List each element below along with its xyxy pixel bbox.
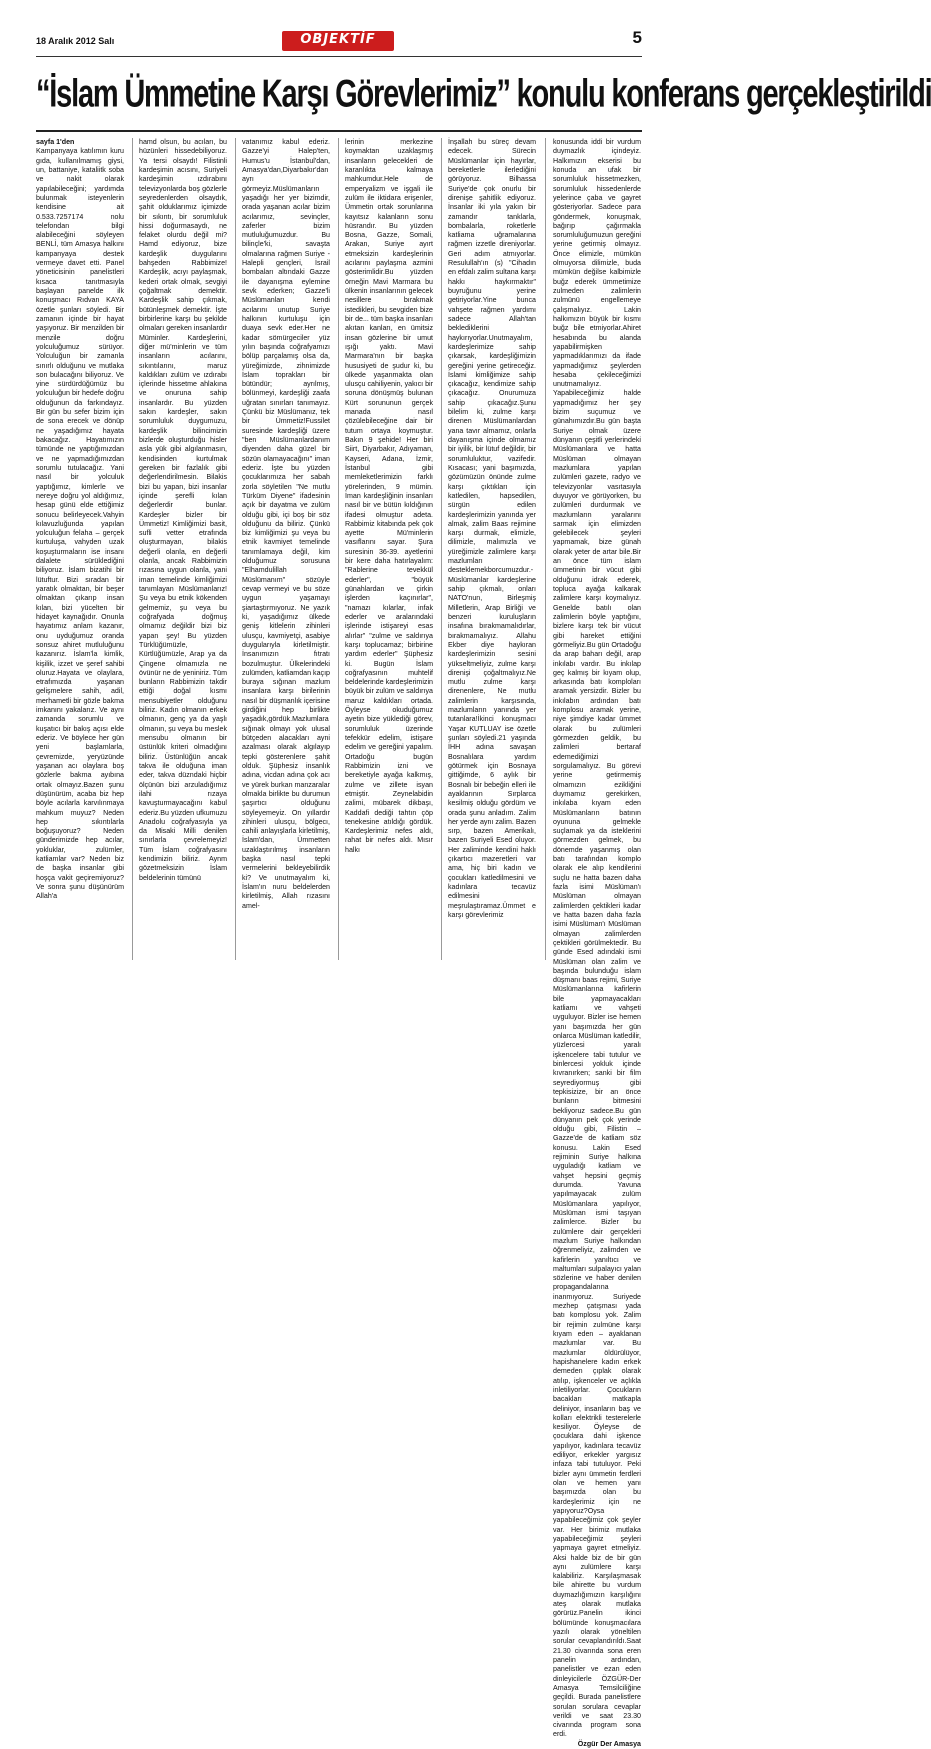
article-headline: “İslam Ümmetine Karşı Görevlerimiz” konulu konferans gerçekleştirildi <box>36 72 931 117</box>
page-header <box>36 28 642 56</box>
column-text: Kampanyaya katılımın kuru gıda, kullanılmamış giysi, un, battaniye, kataliitk soba ve nakit olarak yapılabileceğini; yardımda bulunmak isteyenlerin kendisine ait 0.533.7257174 nolu telefondan bilgi alabileceğini söyleyen BENLİ, tüm Amasya halkını kampanyaya destek vermeye davet etti. Panel yöneticisinin panelistleri kısaca tanıtmasıyla başlayan panelde ilk konuşmacı Rıdvan KAYA özetle şunları söyledi. Bir zamanın içinde bir hayat yaşıyoruz. Bir menzilden bir menzile doğru yolculuğumuz sürüyor. Yolculuğun bir zamanla sınırlı olduğunu ve mutlaka son bulacağını biliyoruz. Ve yine sürdürdüğümüz bu yolculuğun bir hedefe doğru olduğunun da farkındayız. Bir gün bu sefer bizim için de sona erecek ve dönüp ne yaşadığımız hayata bakacağız. Hayatımızın tümünde ne yaptığımızdan ve ne yapmadığımızdan sorumlu tutulacağız. Yani nasıl bir yolculuk yaptığımız, kimlerle ve nereye doğru yol aldığımız, hesap günü elde ettiğimiz sonucu belirleyecek.Vahyin kılavuzluğunda yapılan yolculuğun felaha – gerçek kurtuluşa, vahyden uzak koşuşturmaların ise insanı dalalete sürüklediğini biliyoruz. İslam bizatihi bir lütuftur. Bizi sıradan bir yaratık olmaktan, bir beşer olmaktan çıkarıp insan kılan, bizi yücelten bir hidayet kaynağıdır. Onunla hayatımız anlam kazanır, onu uyduğumuz oranda sonsuz ahiret mutluluğunu kazanırız. İslam'la kimlik, kişilik, izzet ve şeref sahibi oluruz.Hayata ve olaylara, etrafımızda yaşanan gelişmelere sahih, adil, merhametli bir gözle bakma imkanını yakalarız. Ve aynı zamanda sorumlu ve kuşatıcı bir bakış açısı elde ederiz. Ve böylece her gün yeni başlamlarla, çevremizde, yeryüzünde yaşanan acı olaylara boş gözlerle bakma ayıbına ortak olmayız.Bazen şunu düşünürüm, acaba biz hep böyle acılarla karvılınmaya mahkum muyuz? Neden hep sıkıntılarla boğuşuyoruz? Neden günderimizde hep acılar, yokluklar, zulümler, katliamlar var? Neden biz de başka insanlar gibi hoşça vakit geçiremiyoruz?Ve sonra şunu düşünürüm Allah'a <box>36 147 124 901</box>
issue-date: 18 Aralık 2012 Salı <box>36 36 115 46</box>
column-divider <box>132 138 133 960</box>
article-column-6 <box>553 138 641 1748</box>
column-divider <box>441 138 442 960</box>
article-column-2 <box>139 138 227 960</box>
page-number: 5 <box>632 28 642 47</box>
continuation-kicker: sayfa 1'den <box>36 138 75 146</box>
article-body <box>36 138 642 1748</box>
logo-text: OBJEKTİF <box>300 32 376 47</box>
column-text: lerinin merkezine koymaktan uzaklaşmış insanların gelecekleri de karanlıkta kalmaya mahkumdur.Hele de emperyalizm ve işgali ile zulüm ile iktidara erişenler, Ümmetin ortak sorunlarına kayıtsız kalanların sonu hüsrandır. Bu yüzden Bosna, Gazze, Somali, Arakan, Suriye ayırt etmeksizin kardeşlerinin acılarını paylaşma azmini gösterimlidir.Bu yüzden örneğin Mavi Marmara bu ülkenin insanlarının gelecek nesillere bırakmak istedikleri, bu sevgiden bize bir de... tüm başka insanları akıtan kanları, en ümitsiz insan gözlerine bir umut ışığı yaktı. Mavi Marmara'nın bir başka hususiyeti de şudur ki, bu ülkede yaşanmakta olan ulusçu cahiliyenin, yakıcı bir soruna dönüşmüş bulunan Kürt sorununun gerçek manada nasıl çözülebileceğine dair bir tutum ortaya koymuştur. Bakın 9 şehide! Her biri Siirt, Diyarbakır, Adıyaman, Kayseri, Adana, İzmir, İstanbul gibi memleketlerimizin farklı yörelerinden, 9 mümin. İman kardeşliğinin insanları nasıl bir ve bütün kıldığının ifadesi olmuştur adeta. Rabbimiz kitabında pek çok ayette Mü'minlerin vasıflarını sayar. Şura suresinin 36-39. ayetlerini bir kere daha hatırlayalım: "Rablerine tevekkül ederler", "büyük günahlardan ve çirkin işlerden kaçınırlar", "namazı kılarlar, infak ederler ve aralarındaki işlerinde istişareyi esas alırlar" "zulme ve saldırıya karşı toplucamaz; birbirine yardım ederler" Şüphesiz ki. Bugün İslam coğrafyasının muhtelif beldelerinde kardeşlerimizin büyük bir zulüm ve saldırıya maruz kaldıkları ortada. Öyleyse okuduğumuz ayetin bize yüklediği görev, sorumluluk üzerinde tefekkür edelim, istişare edelim ve gereğini yapalım. Ortadoğu bugün Rabbimizin izni ve bereketiyle ayağa kalkmış, zulme ve zillete isyan etmiştir. Zeynelabidin zalimi, mübarek dikbaşı, Kaddafi dediği tahtın çöp tenekesine atıldığı gördük. Kardeşlerimiz nefes aldı, rahat bir nefes aldı. Mısır halkı <box>345 138 433 854</box>
column-text: hamd olsun, bu acıları, bu hüzünleri hissedebiliyoruz. Ya tersi olsaydı! Filistinli kardeşimin acısını, Suriyeli kardeşimin ızdırabını televizyonlarda boş gözlerle seyredenlerden olsaydık, şahit olduklarımız içimizde bir sıkıntı, bir sorumluluk hissi doğurmasaydı, ne felaket olurdu değil mi? Hamd ediyoruz, bize kardeşlik duygularını bahşeden Rabbimize! Kardeşlik, acıyı paylaşmak, kederi ortak olmak, sevgiyi çoğaltmak demektir. Kardeşlik sahip çıkmak, bütünleşmek demektir. İşte birbirlerine karşı bu şekilde olmaları gereken insanlardır Müminler. Kardeşlerini, diğer mü'minlerin ve tüm insanların acılarını, sıkıntılarını, maruz kaldıkları zulüm ve ızdırabı içlerinde hissetme ahlakına ve onuruna sahip insanlardır. Bu yüzden sakın kardeşler, sakın sorumluluk duygumuzu, kardeşlik bilincimizin bizlerde oluşturduğu hisler asla yük gibi algılanmasın, kendisinden kurtulmak gereken bir fazlalık gibi değerlendirilmesin. Bilakis bizi bu yapan, bizi insanlar içinde şerefli kılan değerlerdir bunlar. Kardeşler bizler bir Ümmetiz! Kimliğimizi basit, sufli vetter etrafında oluşturmayan, bilakis değerli olanla, en değerli olanla, ancak Rabbimizin rızasına uygun olanla, yani iman temelinde kimliğimizi tanımlayan Müslümanlarız! Şu veya bu etnik kökenden gelmemiz, şu veya bu coğrafyada doğmuş olmamız değildir bizi biz yapan şey! Bu yüzden Türklüğümüzle, Kürtlüğümüzle, Arap ya da Çingene olmamızla ne övünür ne de yeniniriz. Tüm bunların Rabbimizin takdir ettiği doğal kısmı mensubiyetler olduğunu biliriz. Kadın olmanın erkek olmanın, genç ya da yaşlı olmanın, şu veya bu meslek mensubu olmanın bir üstünlük kriteri olmadığını biliriz. Üstünlüğün ancak takva ile olduğuna iman eder, takva düzndaki hiçbir ölçünün bizi arzuladığımız ilahi rızaya kavuşturmayacağını kabul ederiz.Bu yüzden ufkumuzu Anadolu coğrafyasıyla ya da Misaki Milli denilen sınırlarla çevrelemeyiz! Tüm İslam coğrafyasını kendimizin biliriz. Aynm gözetmeksizin İslam beldelerinin tümünü <box>139 138 227 882</box>
article-column-5 <box>448 138 536 960</box>
column-divider <box>235 138 236 960</box>
headline-rule <box>36 130 642 132</box>
column-text: vatanımız kabul ederiz. Gazze'yi Halep'ten, Humus'u İstanbul'dan, Amasya'dan,Diyarbakır'dan ayrı görmeyiz.Müslümanların yaşadığı her yer bizimdir, orada yaşanan acılar bizim acılarımız, sevinçler, zaferler bizim mutluluğumuzdur. Bu bilinçle'ki, savaşta olmalarına rağmen Suriye - Halepli gençleri, İsrail bombaları altındaki Gazze ile dayanışma eylemine sevk ederken; Gazze'li Müslümanları kendi acılarını unutup Suriye halkının kurtuluşu için duaya sevk eder.Her ne kadar sömürgeciler yüz yılın başında coğrafyamızı bölüp parçalamış olsa da, yüreğimizde, zihnimizde İslam toprakları bir bütündür; ayrılmış, bölünmeyi, kardeşliği zaafa uğratan sınırları tanımayız. Çünkü biz Müslümanız, tek bir Ümmetiz!Fussilet suresinde kardeşliği üzere "ben Müslümanlardanım diyenden daha güzel bir sözün olamayacağını" iman ederiz. İşte bu yüzden çocuklarımıza her sabah zorla söyletilen "Ne mutlu Türküm Diyene" ifadesinin açık bir dayatma ve zulüm olduğu gibi, içi boş bir söz olduğunu da biliriz. Çünkü biz kimliğimizi şu veya bu etnik kavmiyet temelinde tanımlamaya değil, kim olduğumuz sorusuna "Elhamdulillah Müslümanım" sözüyle cevap vermeyi ve bu söze uygun yaşamayı şiartaştırmıyoruz. Ne yazık ki, yaşadığımız ülkede geniş kitlelerin zihinleri ulusçu, kavmiyetçi, asabiye duygularıyla kirletilmiştir. İnsanımızın fıtratı bozulmuştur. Ülkelerindeki zulümden, katliamdan kaçıp buraya sığınan mazlum insanlara karşı birilerinin nasıl bir düşmanlık içerisine girdiğini hep birlikte yaşadık,gördük.Mazlumlara sığınak olmayı yok ulusal bütçeden alacakları ayni azalması olarak algılayıp tepki gösterenlere şahit olduk. Şüphesiz insanlık adına, vicdan adına çok acı ve yürek burkan manzaralar olmakla birlikte bu durumun şaşırtıcı olduğunu söyleyemeyiz. On yıllardır zihinleri ulusçu, bölgecı, cahili anlayışlarla kirletilmiş, İslam'dan, Ümmetten uzaklaştırılmış insanların başka nasıl tepki vermelerini bekleyebilirdik ki? Ve unutmayalım ki, İslam'ın nuru beldelerden kirletilmiş, Allah rızasını amel- <box>242 138 330 910</box>
column-text: konusunda iddi bir vurdum duymazlık içindeyiz. Halkımızın ekserisi bu konuda an ufak bir sorumluluk hissetmezken, sorumluluk hissedenlerde yelerince çaba ve gayret gösteriyorlar. Sadece para göndermek, konuşmak, bağırıp çağırmakla sorumluluğumuzun gereğini yerine getirmiş olmayız. Önce elimizle, mümkün olmuyorsa dilimizle, buda mümkün değilse kalbimizle buğz ederek ümmetimize zulmeden zalimlerin zulmünü engellemeye çalışmalıyız. Lakin halkımızın büyük bir kısmı buğz bile etmiyorlar.Ahiret hesabında bu alanda yapabilirmişken yapmadıklarımızı da ifade yapmadığımız şeylerden hesaba çekileceğimizi unutmamalıyız. Yapabileceğimiz halde yapmadığımız her şey bizim suçumuz ve günahımızdır.Bu gün başta Suriye olmak üzere dünyanın çeşitli yerlerindeki Müslümanlara ve hatta Müslüman olmayan mazlumlara yapılan zulümleri gazete, radyo ve televizyonlar vasıtasıyla duyuyor ve görüyorken, bu zulümleri durdurmak ve mazlumların yaralarını sarmak için elimizden gelebilecek şeyleri yapmamak, bize günah olarak yeter de artar bile.Bir an önce tüm islam ümmetinin bir vücut gibi olduğunu idrak ederek, topluca ayağa kalkarak zalimlere karşı koymalıyız. Genelde batılı olan zalimlerin böyle yaptığını, bizlere karşı tek bir vücut gibi hareket ettiğini görmeliyiz.Bu gün Ortadoğu da arap baharı değil, arap inkılabı vardır. Bu inkılap geç kalmış bir kıyam olup, arkasında batı komploları aramak yersizdir. Bizler bu inkılabın ardından batı komplosu aramak yerine, niye şimdiye kadar ümmet olarak bu zulümleri görmezden geldik, bu zalimleri bertaraf edemediğimizi sorgulamalıyız. Bu görevi yerine getirmemiş olmamızın ezikliğini duymamız gerekirken, inkılaba kıyam eden Müslümanların batının oyununa gelmekle suçlamak ya da isteklerini görmezden gelmek, bu dönemde yaşanmış olan batı tarafından komplo olarak ele alıp kendilerini suçlu ne hatta bazen daha fazla isimi Müslüman'ı Müslüman olmayan zalimlerden çektikleri kadar ve hatta bazen daha fazla isimi Müslüman'ı Müslüman olmayan zalimlerden çektikleri görülmektedir. Bu günde Esed adındaki ismi Müslüman olan zalim ve başında bulunduğu islam düşmanı baas rejimi, Suriye Müslümanlarına kafirlerin bile yapmayacakları katliamı ve vahşeti uyguluyor. Bizler ise hemen yanı başımızda her gün onlarca Müslüman katledilir, yüzlercesi yaralı işkencelere tabi tutulur ve binlercesi yokluk içinde kıvranırken; sanki bir film seyrediyormuş gibi tepkisizize, bir an önce bunların bitmesini bekliyoruz sadece.Bu gün dünyanın pek çok yerinde olduğu gibi, Filistin – Gazze'de de katliam söz konusu. Lakin Esed rejiminin Suriye halkına uyguladığı katliam ve vahşet hepsini geçmiş durumda. Yavuna yapılmayacak zulüm Müslümanlara yapılıyor, Müslüman ismi taşıyan zalimlerce. Bizler bu zulümlere dair gerçekleri mazlum Suriye halkından öğrenmeliyiz, zalimden ve kafirlerin yanıltıcı ve maltumları sulpalayıcı yalan sözlerine ve haber denilen propagandalarına inanmıyoruz. Suriyede mezhep çatışması yada batı komplosu yok. Zalim bir rejimin zulmüne karşı kıyam eden – ayaklanan mazlumlar var. Bu mazlumlar öldürülüyor, hapishanelere kadın erkek demeden çıplak olarak atılıp, işkenceler ve açlıkla inletiliyorlar. Çocukların bacakları matkapla deliniyor, insanların baş ve kolları elektrikli testerelerle kesiliyor. Öyleyse de çocuklara dahi işkence yapılıyor, kadınlara tecavüz ediliyor, erkekler yargısız infaza tabi tutuluyor. Peki bizler aynı ümmetin ferdleri olan ve hemen yanı başımızda olan bu kardeşlerimiz için ne yapıyoruz?Oysa yapabileceğimiz çok şeyler var. Her birimiz mutlaka yapabileceğimiz şeyleri yapmaya gayret etmeliyiz. Aksi halde biz de bir gün aynı zulümlere karşı kalabiliriz. Karşılaşmasak bile ahirette bu vurdum duymazlığımızın karşılığını ateş olarak mutlaka görürüz.Panelin ikinci bölümünde konuşmacılara yazılı olarak yöneltilen sorular cevaplandırıldı.Saat 21.30 civarında sona eren panelin ardından, panelistler ve ezan eden dinleyicilerle ÖZGÜR-Der Amasya Temsilciliğine geçildi. Burada panelistlere sorulan sorulara cevaplar verildi ve saat 23.30 civarında program sona erdi. <box>553 138 641 1739</box>
column-text: İnşallah bu süreç devam edecek. Sürecin Müslümanlar için hayırlar, bereketlerle ilerlediğini görüyoruz. Bilhassa Suriye'de çok onurlu bir direnişe şahitlik ediyoruz. İnsanlar iki yıla yakın bir zamandır tanklarla, bombalarla, roketlerle katliama uğramalarına rağmen izzetle direniyorlar. Geri adım atmıyorlar. Resulullah'ın (s) "Cihadın en efdalı zalim sultana karşı hakkı haykırmaktır" buyruğunu yerine getiriyorlar.Yine bunca vahşete rağmen yardımı sadece Allah'tan beklediklerini haykırıyorlar.Unutmayalım, kardeşlerimize sahip çıkarsak, kardeşliğimizin gereğini yerine getireceğiz. İslami kimliğimize sahip çıkacağız, kendimize sahip çıkacağız. Onurumuza sahip çıkacağız.Şunu bilelim ki, zulme karşı direnen Müslümanlardan yana tavır almamız, onlarla dayanışma içinde olmamız bir iyilik, bir lütuf değildir, bir sorumluluktur, vazifedir. Kısacası; yani başımızda, gözümüzün önünde zulme karşı çıktıkları için katledilen, hapsedilen, sürgün edilen kardeşlerimizin yanında yer almak, zalim Baas rejimine karşı durmak, elimizle, dilimizle, malımızla ve yüreğimizle zalimlere karşı mazlumları desteklemekborcumuzdur.-Müslümanlar kardeşlerine sahip çıkmalı, onları NATO'nun, Birleşmiş Milletlerin, Arap Birliği ve benzeri kuruluşların insafına bırakmamalıdırlar, bırakmamalıyız. Allahu Ekber diye haykıran kardeşlerimizin sesini yükseltmeliyiz, zulme karşı direnişi çoğaltmalıyız.Ne mutlu zulme karşı direnenlere, Ne mutlu zalimlerin karşısında, mazlumların yanında yer tutanlara!İkinci konuşmacı Yaşar KUTLUAY ise özetle şunları söyledi.21 yaşında İHH adına savaşan Bosnalılara yardım götürmek için Bosnaya gittiğimde, 6 aylık bir Bosnalı bir bebeğin elleri ile ayaklarının Sırplarca kesilmiş olduğu gördüm ve orada şunu anladım. Zalim her yerde aynı zalim. Bazen sırp, bazen Amerikalı, bazen Suriyeli Esed oluyor. Her zaliminde kendini haklı çıkartıcı mazeretleri var ama, hiç biri kadın ve çocukları katledilmesini ve kadınlara tecavüz edilmesini meşrulaştıramaz.Ümmet e karşı görevlerimiz <box>448 138 536 919</box>
article-column-3 <box>242 138 330 960</box>
header-rule <box>36 56 642 57</box>
newspaper-logo <box>282 31 394 51</box>
column-divider <box>545 138 546 960</box>
article-column-4 <box>345 138 433 960</box>
article-signature: Özgür Der Amasya <box>577 1739 641 1748</box>
column-divider <box>338 138 339 960</box>
article-column-1 <box>36 138 124 960</box>
